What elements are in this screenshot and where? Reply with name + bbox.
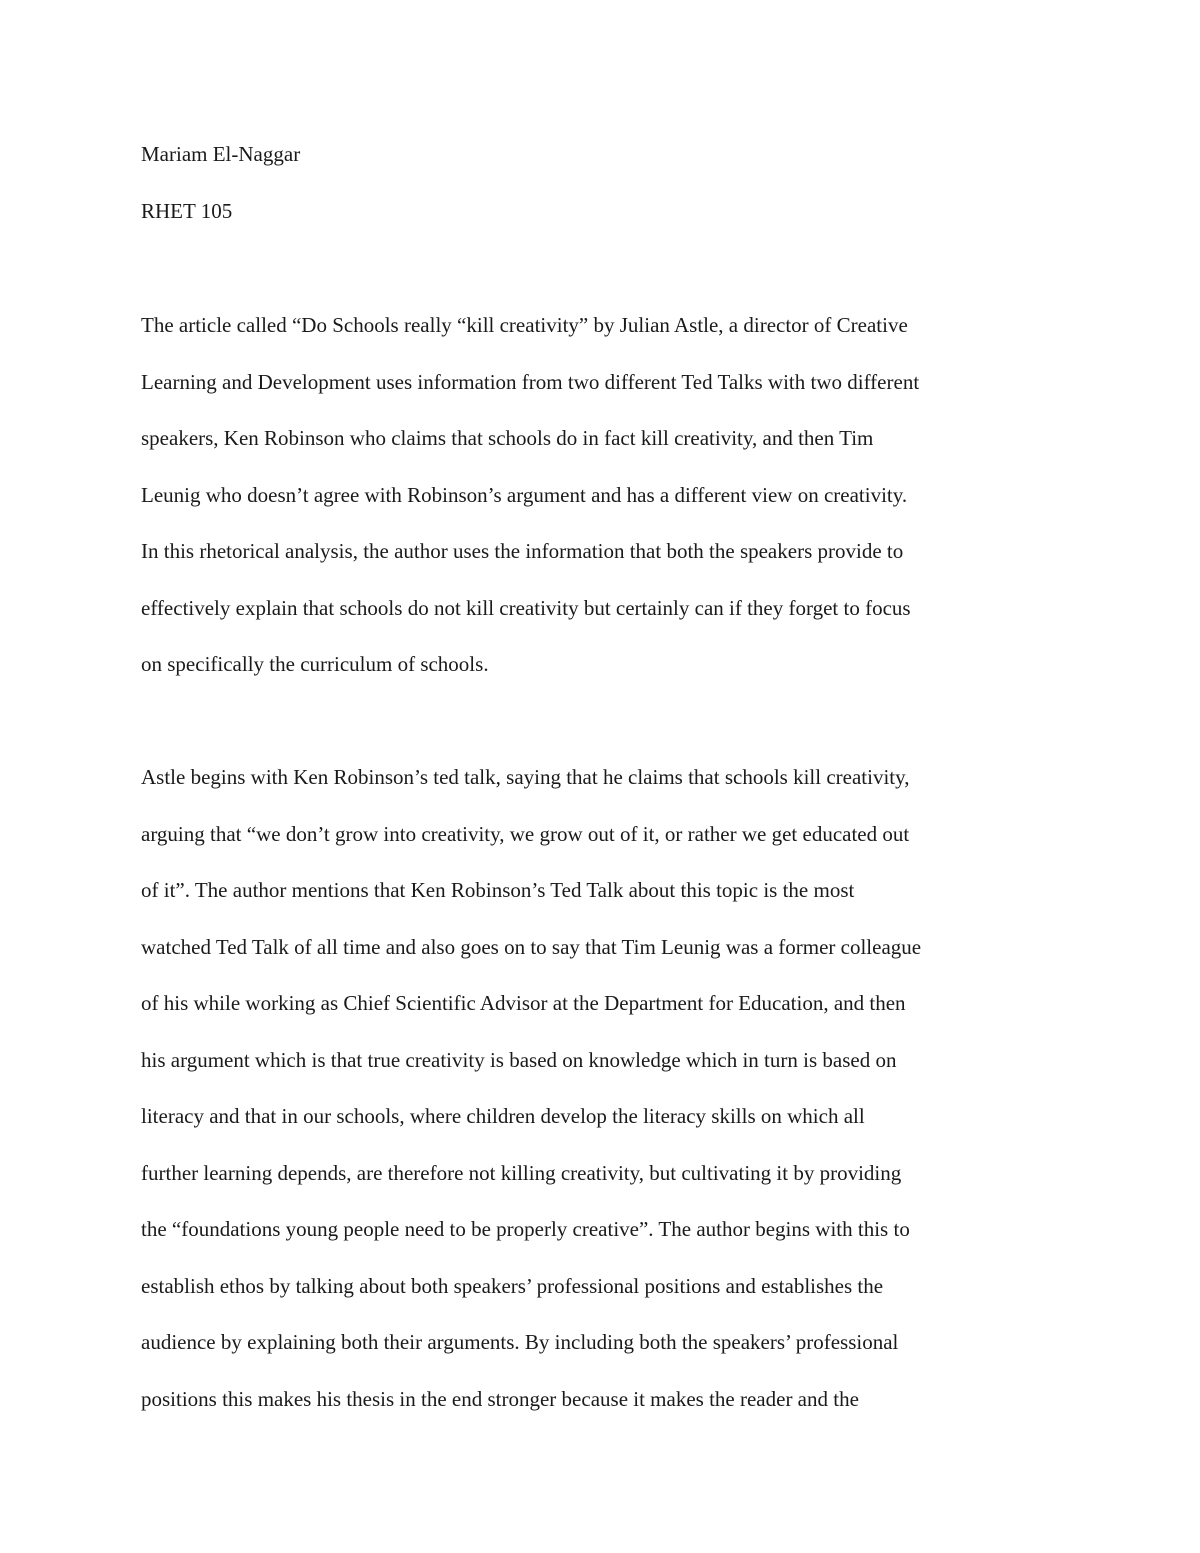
paragraph-line: Learning and Development uses information from two different Ted Talks with two different [141, 369, 920, 394]
paragraph-line: of his while working as Chief Scientific Advisor at the Department for Education, and then [141, 991, 906, 1015]
paragraph-line: Astle begins with Ken Robinson’s ted talk, saying that he claims that schools kill creativity, [141, 765, 910, 789]
course-code: RHET 105 [141, 199, 233, 223]
paragraph-line: Leunig who doesn’t agree with Robinson’s argument and has a different view on creativity. [141, 482, 908, 507]
paragraph-line: audience by explaining both their arguments. By including both the speakers’ professional [141, 1330, 899, 1354]
author-name: Mariam El-Naggar [141, 142, 301, 166]
paragraph-line: arguing that “we don’t grow into creativity, we grow out of it, or rather we get educated out [141, 821, 910, 846]
paragraph-line: The article called “Do Schools really “kill creativity” by Julian Astle, a director of Creative [141, 313, 908, 337]
paragraph-line: In this rhetorical analysis, the author uses the information that both the speakers provide to [141, 539, 904, 563]
paragraph-line: watched Ted Talk of all time and also goes on to say that Tim Leunig was a former colleague [141, 934, 922, 959]
paragraph-line: the “foundations young people need to be properly creative”. The author begins with this to [141, 1217, 910, 1241]
paragraph-line: further learning depends, are therefore not killing creativity, but cultivating it by providing [141, 1160, 902, 1185]
paragraph-line: literacy and that in our schools, where children develop the literacy skills on which all [141, 1104, 865, 1128]
paragraph-line: establish ethos by talking about both speakers’ professional positions and establishes the [141, 1273, 884, 1298]
paragraph-line: of it”. The author mentions that Ken Robinson’s Ted Talk about this topic is the most [141, 878, 855, 902]
paragraph-1 [141, 297, 1071, 693]
paragraph-line: positions this makes his thesis in the end stronger because it makes the reader and the [141, 1386, 859, 1411]
paragraph-line: on specifically the curriculum of schools. [141, 652, 489, 676]
paragraph-line: his argument which is that true creativity is based on knowledge which in turn is based on [141, 1047, 897, 1072]
paragraph-line: effectively explain that schools do not kill creativity but certainly can if they forget to focus [141, 595, 911, 620]
paragraph-2 [141, 749, 1071, 1427]
paragraph-line: speakers, Ken Robinson who claims that schools do in fact kill creativity, and then Tim [141, 426, 874, 450]
